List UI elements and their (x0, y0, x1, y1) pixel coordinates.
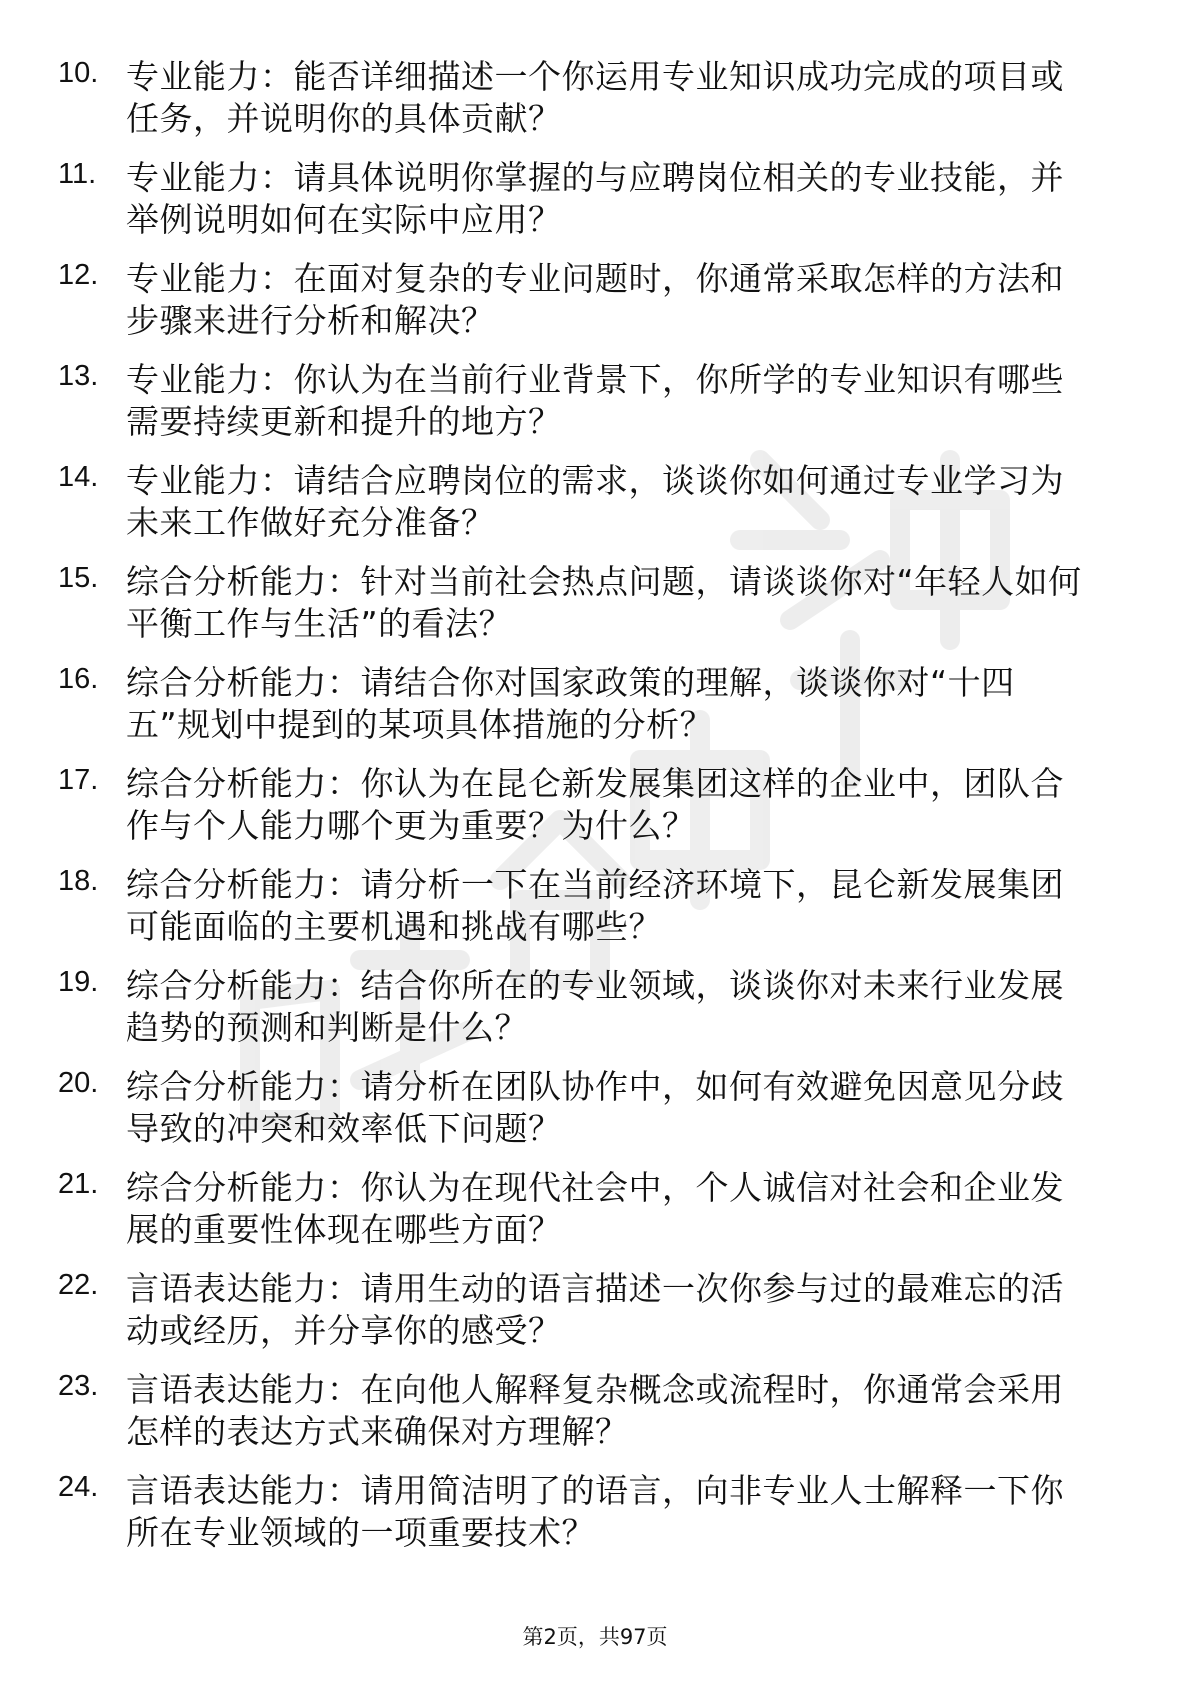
question-text (126, 1266, 1126, 1354)
question-item-14 (0, 452, 1190, 553)
question-line: 专业能力：能否详细描述一个你运用专业知识成功完成的项目或 (126, 57, 1064, 96)
question-item-24 (0, 1462, 1190, 1563)
question-line: 平衡工作与生活”的看法？ (126, 604, 513, 643)
question-text (126, 1468, 1126, 1556)
question-list (0, 48, 1190, 1563)
question-text (126, 1165, 1126, 1253)
question-text (126, 458, 1126, 546)
question-item-20 (0, 1058, 1190, 1159)
question-line: 任务，并说明你的具体贡献？ (126, 99, 562, 138)
question-number: 15. (58, 562, 99, 594)
question-text (126, 559, 1126, 647)
question-line: 所在专业领域的一项重要技术？ (126, 1513, 595, 1552)
question-text (126, 660, 1126, 748)
question-line: 综合分析能力：结合你所在的专业领域，谈谈你对未来行业发展 (126, 966, 1064, 1005)
question-number: 13. (58, 360, 99, 392)
question-item-11 (0, 149, 1190, 250)
question-line: 怎样的表达方式来确保对方理解？ (126, 1412, 629, 1451)
question-item-17 (0, 755, 1190, 856)
question-item-12 (0, 250, 1190, 351)
question-number: 17. (58, 764, 99, 796)
question-number: 12. (58, 259, 99, 291)
question-line: 展的重要性体现在哪些方面？ (126, 1210, 562, 1249)
question-line: 综合分析能力：你认为在昆仑新发展集团这样的企业中，团队合 (126, 764, 1064, 803)
question-line: 未来工作做好充分准备？ (126, 503, 495, 542)
question-number: 24. (58, 1471, 99, 1503)
question-text (126, 963, 1126, 1051)
question-line: 作与个人能力哪个更为重要？为什么？ (126, 806, 696, 845)
question-item-19 (0, 957, 1190, 1058)
question-item-15 (0, 553, 1190, 654)
question-text (126, 155, 1126, 243)
question-number: 19. (58, 966, 99, 998)
question-text (126, 256, 1126, 344)
question-number: 20. (58, 1067, 99, 1099)
question-text (126, 761, 1126, 849)
question-number: 11. (58, 158, 97, 190)
question-text (126, 357, 1126, 445)
question-number: 16. (58, 663, 99, 695)
question-line: 综合分析能力：请分析一下在当前经济环境下，昆仑新发展集团 (126, 865, 1064, 904)
question-item-22 (0, 1260, 1190, 1361)
question-number: 21. (58, 1168, 99, 1200)
question-item-23 (0, 1361, 1190, 1462)
question-text (126, 1367, 1126, 1455)
question-line: 言语表达能力：请用简洁明了的语言，向非专业人士解释一下你 (126, 1471, 1064, 1510)
question-line: 五”规划中提到的某项具体措施的分析？ (126, 705, 714, 744)
question-text (126, 54, 1126, 142)
question-item-16 (0, 654, 1190, 755)
question-number: 14. (58, 461, 99, 493)
question-line: 趋势的预测和判断是什么？ (126, 1008, 528, 1047)
question-line: 言语表达能力：在向他人解释复杂概念或流程时，你通常会采用 (126, 1370, 1064, 1409)
question-line: 步骤来进行分析和解决？ (126, 301, 495, 340)
question-item-13 (0, 351, 1190, 452)
question-line: 动或经历，并分享你的感受？ (126, 1311, 562, 1350)
question-line: 言语表达能力：请用生动的语言描述一次你参与过的最难忘的活 (126, 1269, 1064, 1308)
question-line: 导致的冲突和效率低下问题？ (126, 1109, 562, 1148)
question-line: 专业能力：请结合应聘岗位的需求，谈谈你如何通过专业学习为 (126, 461, 1064, 500)
question-line: 综合分析能力：你认为在现代社会中，个人诚信对社会和企业发 (126, 1168, 1064, 1207)
question-line: 需要持续更新和提升的地方？ (126, 402, 562, 441)
question-text (126, 862, 1126, 950)
question-line: 可能面临的主要机遇和挑战有哪些？ (126, 907, 662, 946)
page-footer (0, 1623, 1190, 1651)
question-text (126, 1064, 1126, 1152)
question-line: 专业能力：你认为在当前行业背景下，你所学的专业知识有哪些 (126, 360, 1064, 399)
question-line: 专业能力：在面对复杂的专业问题时，你通常采取怎样的方法和 (126, 259, 1064, 298)
question-number: 10. (58, 57, 99, 89)
question-item-10 (0, 48, 1190, 149)
question-number: 22. (58, 1269, 99, 1301)
question-item-21 (0, 1159, 1190, 1260)
question-line: 综合分析能力：请分析在团队协作中，如何有效避免因意见分歧 (126, 1067, 1064, 1106)
question-item-18 (0, 856, 1190, 957)
question-number: 23. (58, 1370, 99, 1402)
question-number: 18. (58, 865, 99, 897)
question-line: 综合分析能力：针对当前社会热点问题，请谈谈你对“年轻人如何 (126, 562, 1082, 601)
page-number-label: 第2页，共97页 (522, 1625, 668, 1649)
question-line: 综合分析能力：请结合你对国家政策的理解，谈谈你对“十四 (126, 663, 1015, 702)
question-line: 专业能力：请具体说明你掌握的与应聘岗位相关的专业技能，并 (126, 158, 1064, 197)
question-line: 举例说明如何在实际中应用？ (126, 200, 562, 239)
